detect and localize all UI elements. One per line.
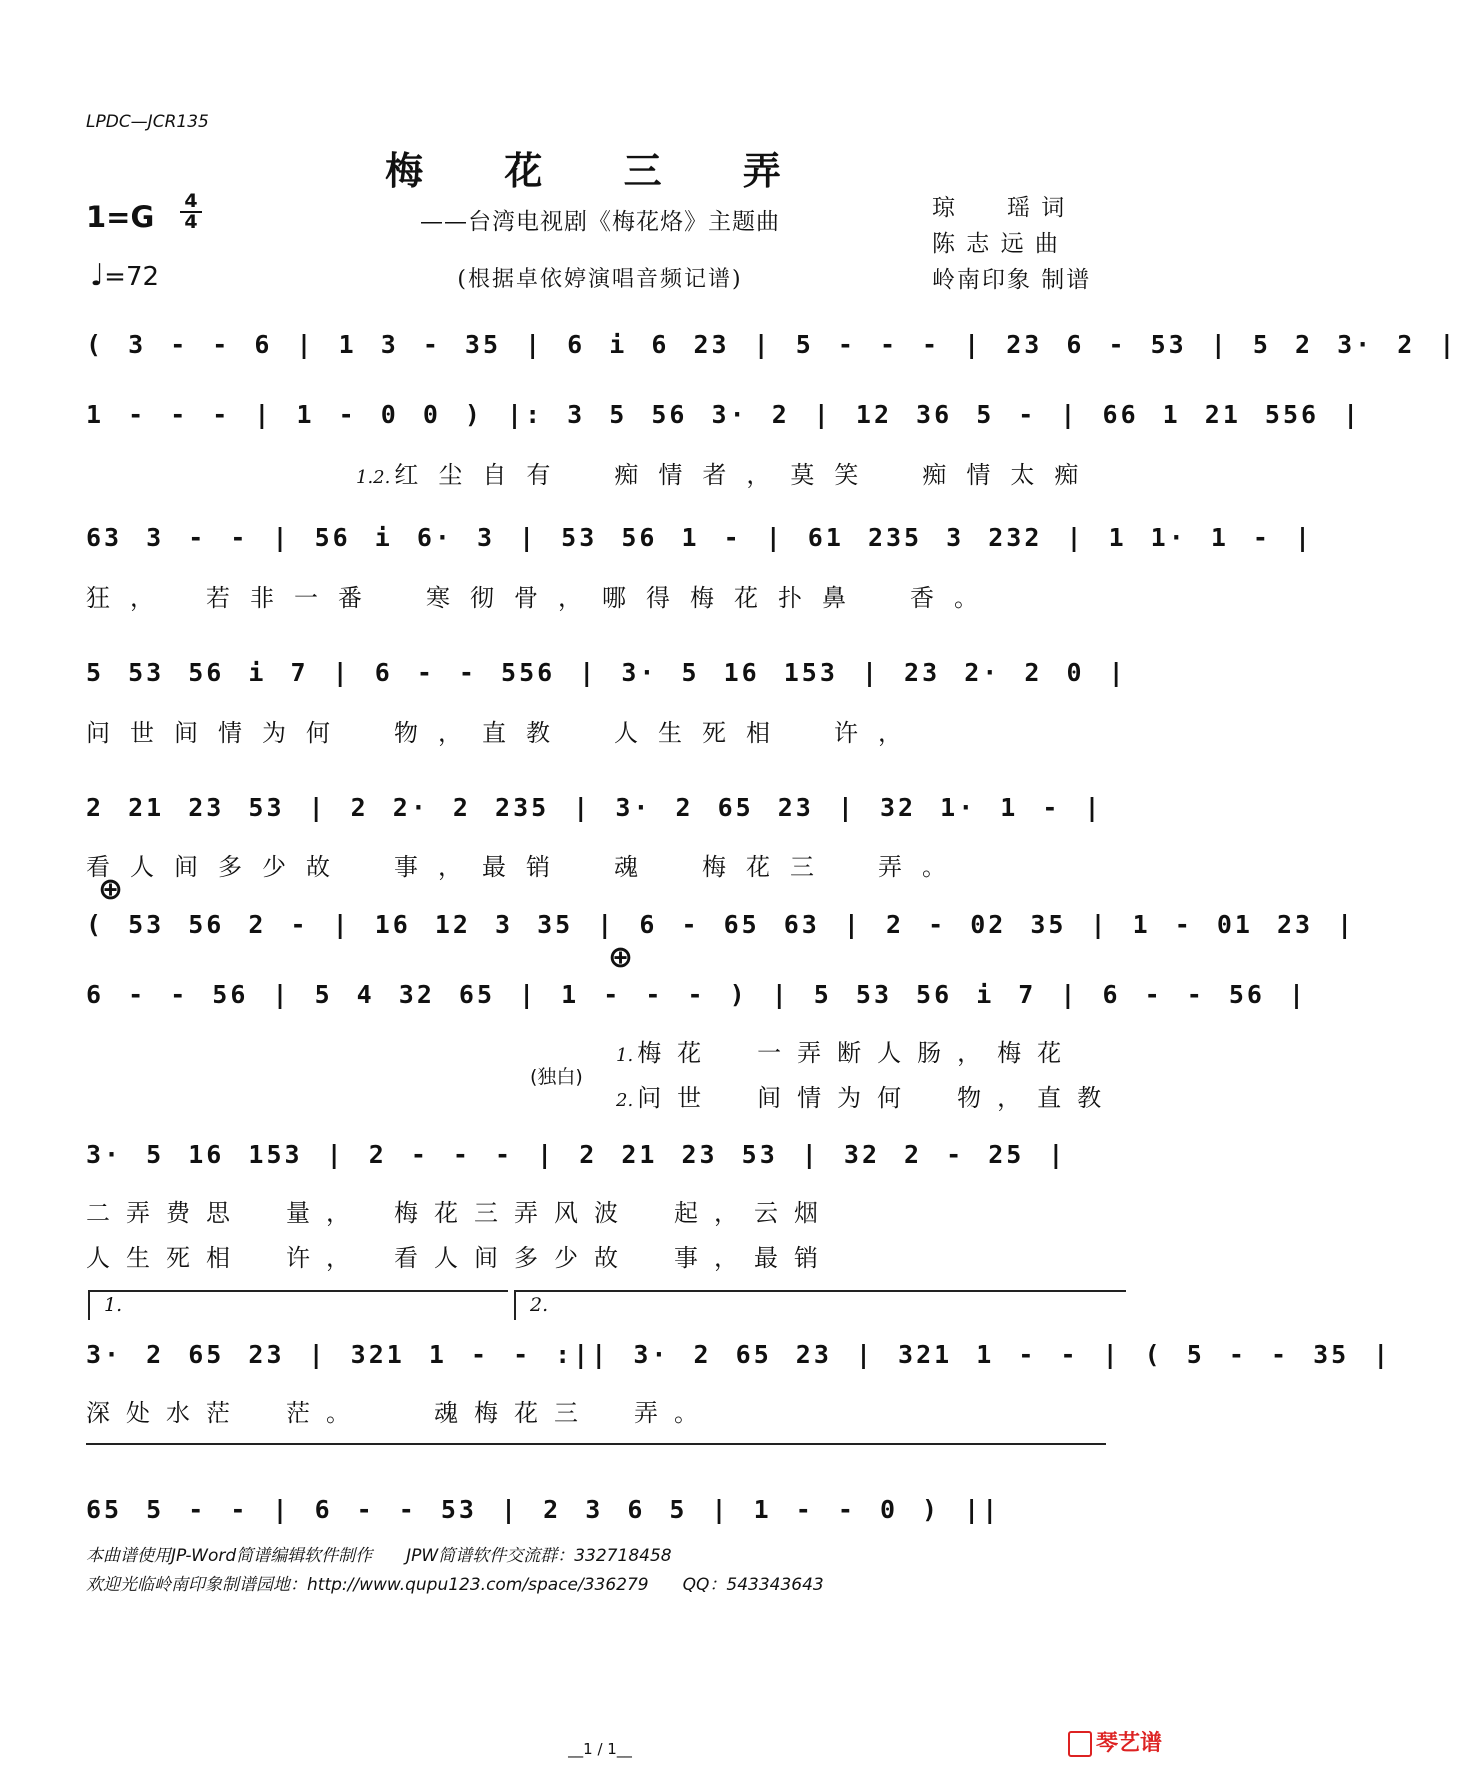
coda-icon: ⊕	[98, 872, 124, 907]
quarter-note-icon: ♩	[90, 258, 105, 293]
score-line-3: 63 3 - - | 56 i 6· 3 | 53 56 1 - | 61 235 3 232 | 1 1· 1 - |	[86, 523, 1314, 552]
lyric-text: 问世 间情为何 物，直教	[637, 1084, 1118, 1112]
arranger: 岭南印象 制谱	[932, 267, 1092, 293]
score-line-2: 1 - - - | 1 - 0 0 ) |: 3 5 56 3· 2 | 12 36 5 - | 66 1 21 556 |	[86, 400, 1362, 429]
lyric-line-3: 狂， 若非一番 寒彻骨，哪得梅花扑鼻 香。	[86, 584, 998, 612]
score-line-8: 3· 5 16 153 | 2 - - - | 2 21 23 53 | 32 2 - 25 |	[86, 1140, 1067, 1169]
lyric-line-5: 看人间多少故 事，最销 魂 梅花三 弄。	[86, 853, 966, 881]
time-top: 4	[180, 192, 202, 213]
score-line-5: 2 21 23 53 | 2 2· 2 235 | 3· 2 65 23 | 32 1· 1 - |	[86, 793, 1103, 822]
lyric-line-7b	[616, 1078, 1126, 1113]
logo-icon	[1068, 1731, 1092, 1757]
song-subtitle: ——台湾电视剧《梅花烙》主题曲	[420, 209, 780, 235]
logo-text: 琴艺谱	[1096, 1731, 1163, 1756]
spoken-marking: (独白)	[530, 1066, 583, 1088]
lyric-line-9: 深处水茫 茫。 魂梅花三 弄。	[86, 1399, 714, 1427]
transcription-note: (根据卓依婷演唱音频记谱)	[457, 267, 743, 292]
section-divider	[86, 1443, 1106, 1445]
score-code: LPDC—JCR135	[86, 112, 209, 132]
volta-bracket-2	[514, 1290, 1126, 1320]
coda-icon: ⊕	[608, 940, 634, 975]
score-line-4: 5 53 56 i 7 | 6 - - 556 | 3· 5 16 153 | 23 2· 2 0 |	[86, 658, 1127, 687]
time-signature	[180, 192, 202, 232]
lyric-line-8a: 二弄费思 量， 梅花三弄风波 起，云烟	[86, 1199, 834, 1227]
footer-website: 欢迎光临岭南印象制谱园地：http://www.qupu123.com/space/336279 QQ：543343643	[86, 1575, 824, 1595]
verse-marker: 1.	[616, 1045, 634, 1066]
tempo-marking	[90, 258, 159, 293]
time-bottom: 4	[184, 211, 198, 233]
site-logo	[1068, 1726, 1162, 1757]
score-line-10: 65 5 - - | 6 - - 53 | 2 3 6 5 | 1 - - 0 ) ||	[86, 1495, 1001, 1524]
verse-marker: 2.	[616, 1090, 634, 1111]
lyric-line-4: 问世间情为何 物，直教 人生死相 许，	[86, 719, 922, 747]
lyric-text: 红尘自有 痴情者，莫笑 痴情太痴	[394, 461, 1099, 489]
score-line-7: 6 - - 56 | 5 4 32 65 | 1 - - - ) | 5 53 56 i 7 | 6 - - 56 |	[86, 980, 1308, 1009]
composer: 陈 志 远 曲	[932, 231, 1060, 257]
volta-label: 1.	[104, 1294, 123, 1316]
lyric-text: 梅花 一弄断人肠，梅花	[637, 1039, 1078, 1067]
credits	[932, 190, 1091, 298]
lyricist: 琼 瑶 词	[932, 195, 1067, 221]
score-line-9: 3· 2 65 23 | 321 1 - - :|| 3· 2 65 23 | 321 1 - - | ( 5 - - 35 |	[86, 1340, 1392, 1369]
lyric-line-2	[356, 455, 1126, 490]
volta-label: 2.	[530, 1294, 549, 1316]
key-signature: 1=G	[86, 200, 155, 234]
footer-software: 本曲谱使用JP-Word简谱编辑软件制作 JPW简谱软件交流群：332718458	[86, 1546, 672, 1566]
verse-marker: 1.2.	[356, 467, 391, 488]
page-number: __1 / 1__	[568, 1740, 632, 1758]
song-title: 梅 花 三 弄	[385, 148, 815, 193]
volta-bracket-1	[88, 1290, 508, 1320]
lyric-line-8b: 人生死相 许， 看人间多少故 事，最销	[86, 1244, 834, 1272]
tempo-value: =72	[104, 262, 160, 292]
score-line-1: ( 3 - - 6 | 1 3 - 35 | 6 i 6 23 | 5 - - - | 23 6 - 53 | 5 2 3· 2 |	[86, 330, 1457, 359]
score-line-6: ( 53 56 2 - | 16 12 3 35 | 6 - 65 63 | 2 - 02 35 | 1 - 01 23 |	[86, 910, 1356, 939]
lyric-line-7a	[616, 1033, 1126, 1068]
